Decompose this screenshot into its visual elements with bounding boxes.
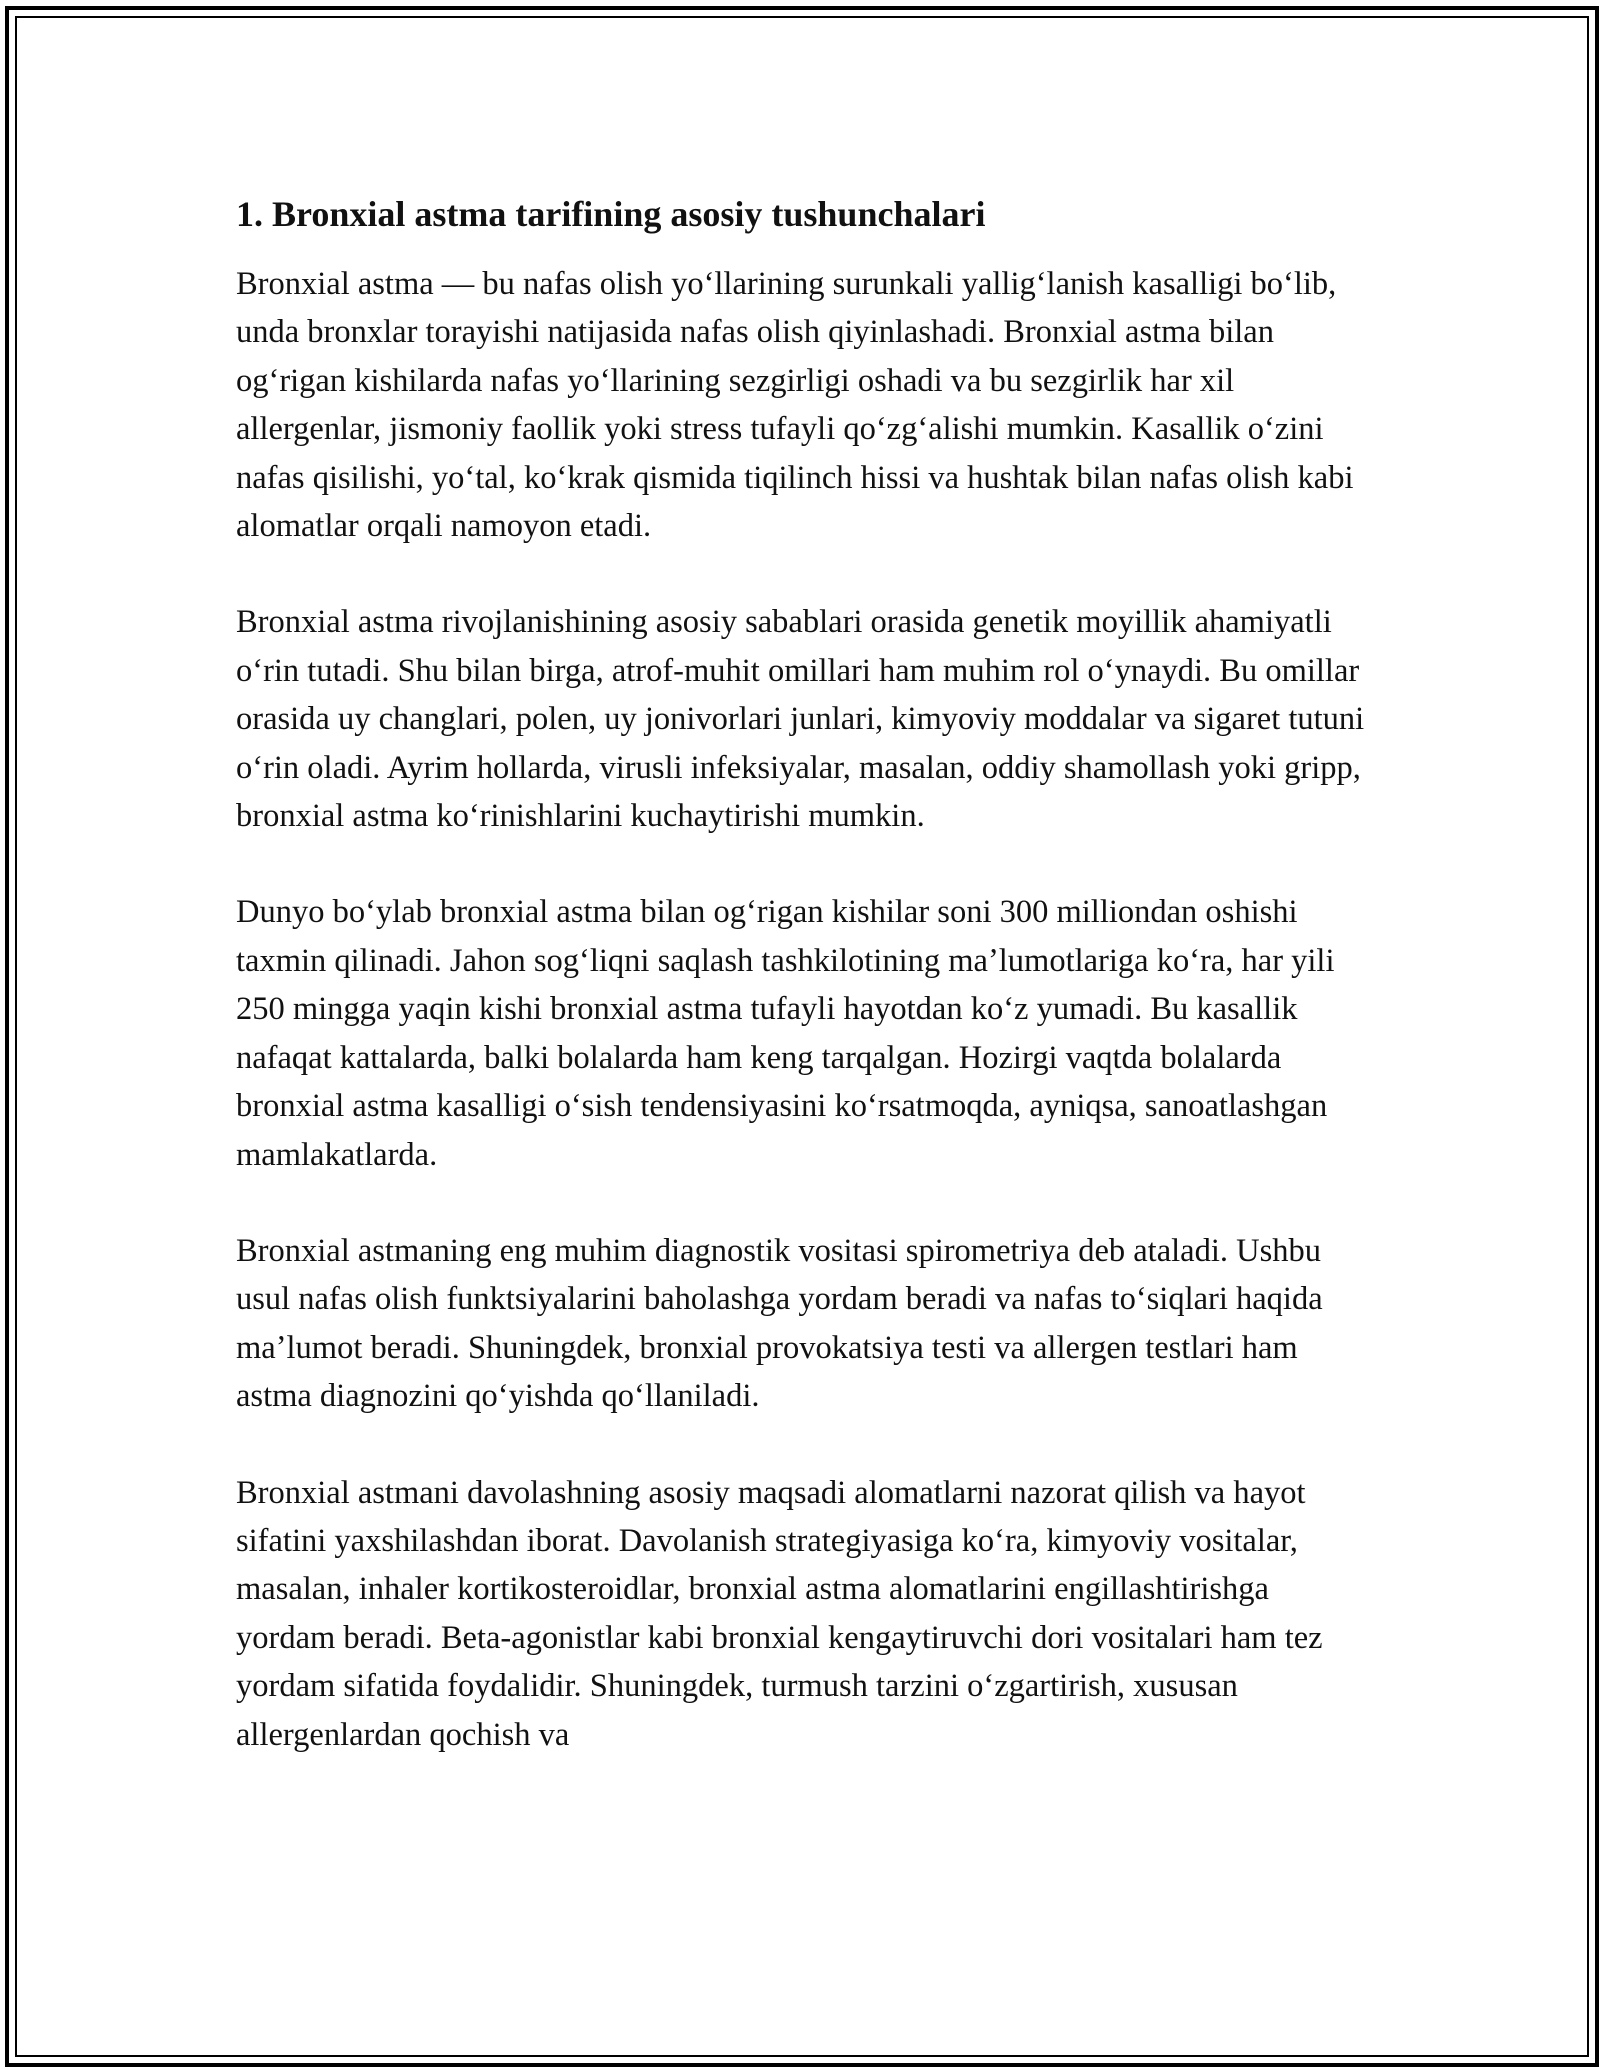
document-body <box>236 188 1376 1807</box>
paragraph-diagnosis: Bronxial astmaning eng muhim diagnostik vositasi spirometriya deb ataladi. Ushbu usul nafas olish funktsiyalarini baholashga yordam beradi va nafas toʻsiqlari haqida maʼlumot beradi. Shuningdek, bronxial provokatsiya testi va allergen testlari ham astma diagnozini qoʻyishda qoʻllaniladi. <box>236 1232 1323 1415</box>
paragraph-definition: Bronxial astma — bu nafas olish yoʻllarining surunkali yalligʻlanish kasalligi boʻlib, unda bronxlar torayishi natijasida nafas olish qiyinlashadi. Bronxial astma bilan ogʻrigan kishilarda nafas yoʻllarining sezgirligi oshadi va bu sezgirlik har xil allergenlar, jismoniy faollik yoki stress tufayli qoʻzgʻalishi mumkin. Kasallik oʻzini nafas qisilishi, yoʻtal, koʻkrak qismida tiqilinch hissi va hushtak bilan nafas olish kabi alomatlar orqali namoyon etadi. <box>236 266 1354 545</box>
paragraph-epidemiology: Dunyo boʻylab bronxial astma bilan ogʻrigan kishilar soni 300 milliondan oshishi taxmin qilinadi. Jahon sogʻliqni saqlash tashkilotining maʼlumotlariga koʻra, har yili 250 mingga yaqin kishi bronxial astma tufayli hayotdan koʻz yumadi. Bu kasallik nafaqat kattalarda, balki bolalarda ham keng tarqalgan. Hozirgi vaqtda bolalarda bronxial astma kasalligi oʻsish tendensiyasini koʻrsatmoqda, ayniqsa, sanoatlashgan mamlakatlarda. <box>236 894 1335 1173</box>
section-heading: 1. Bronxial astma tarifining asosiy tushunchalari <box>236 194 986 234</box>
paragraph-treatment: Bronxial astmani davolashning asosiy maqsadi alomatlarni nazorat qilish va hayot sifatini yaxshilashdan iborat. Davolanish strategiyasiga koʻra, kimyoviy vositalar, masalan, inhaler kortikosteroidlar, bronxial astma alomatlarini engillashtirishga yordam beradi. Beta-agonistlar kabi bronxial kengaytiruvchi dori vositalari ham tez yordam sifatida foydalidir. Shuningdek, turmush tarzini oʻzgartirish, xususan allergenlardan qochish va <box>236 1474 1323 1753</box>
paragraph-causes: Bronxial astma rivojlanishining asosiy sabablari orasida genetik moyillik ahamiyatli oʻrin tutadi. Shu bilan birga, atrof-muhit omillari ham muhim rol oʻynaydi. Bu omillar orasida uy changlari, polen, uy jonivorlari junlari, kimyoviy moddalar va sigaret tutuni oʻrin oladi. Ayrim hollarda, virusli infeksiyalar, masalan, oddiy shamollash yoki gripp, bronxial astma koʻrinishlarini kuchaytirishi mumkin. <box>236 604 1365 835</box>
